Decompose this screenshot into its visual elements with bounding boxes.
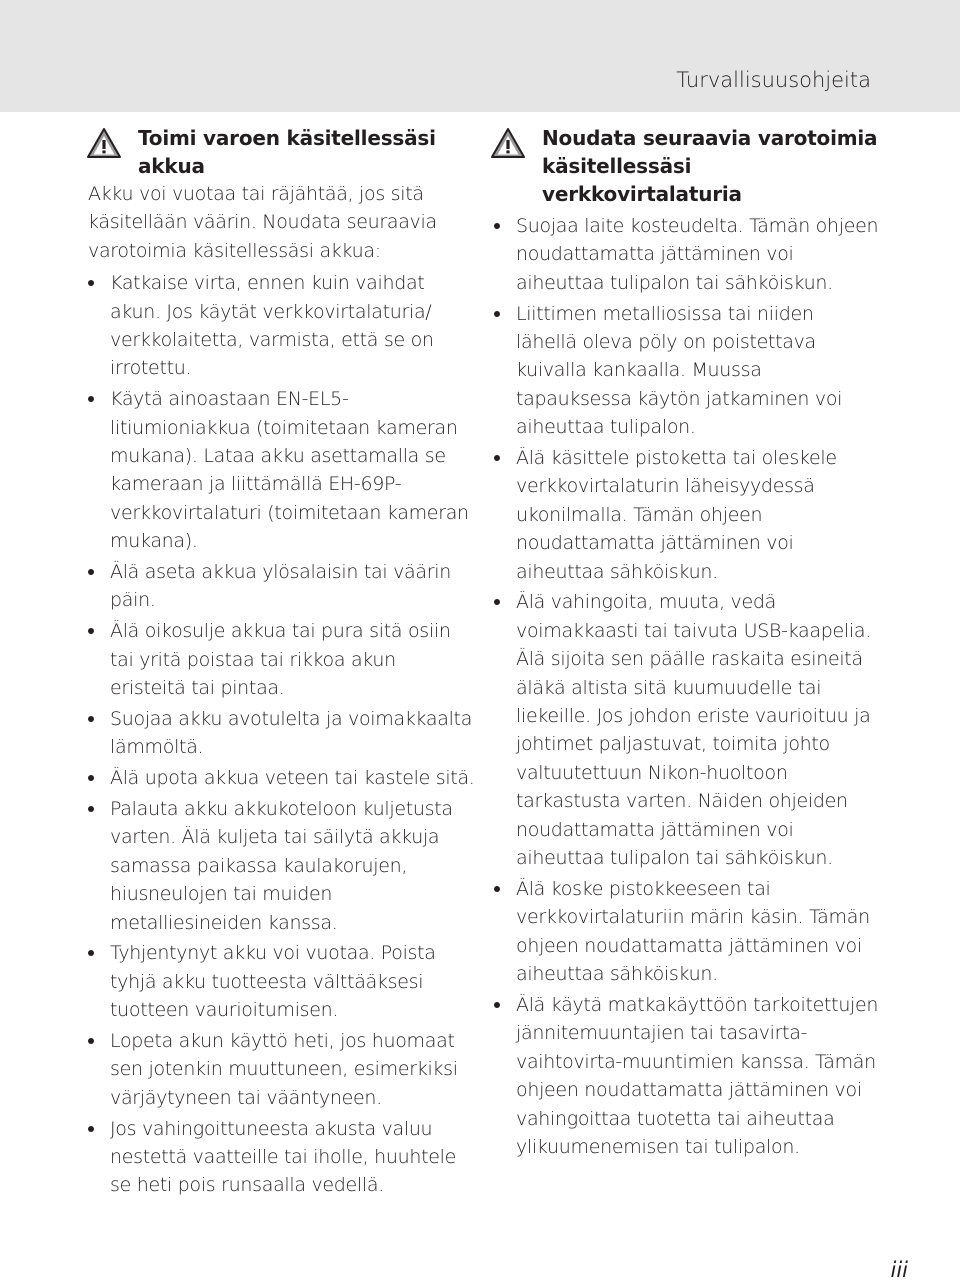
list-item xyxy=(86,558,476,615)
list-item xyxy=(490,212,880,297)
list-item-text: Älä käsittele pistoketta tai oleskele verkkovirtalaturin läheisyydessä ukonilmalla. Tämän ohjeen noudattamatta jättäminen voi aiheuttaa sähköiskun. xyxy=(516,447,837,583)
bullet-icon xyxy=(88,280,94,286)
list-item-text: Katkaise virta, ennen kuin vaihdat akun. Jos käytät verkkovirtalaturia/ verkkolaitetta, varmista, että se on irrotettu. xyxy=(110,272,434,380)
bullet-icon xyxy=(494,223,500,229)
bullet-icon xyxy=(88,806,94,812)
bullet-icon xyxy=(88,569,94,575)
list-item-text: Älä upota akkua veteen tai kastele sitä. xyxy=(110,767,475,790)
list-item xyxy=(86,939,476,1024)
bullet-icon xyxy=(88,716,94,722)
list-item-text: Älä oikosulje akkua tai pura sitä osiin tai yritä poistaa tai rikkoa akun eristeitä tai pintaa. xyxy=(110,620,451,700)
left-heading-text: Toimi varoen käsitellessäsi akkua xyxy=(138,126,436,178)
left-column xyxy=(86,124,476,1202)
list-item xyxy=(86,617,476,702)
list-item-text: Lopeta akun käyttö heti, jos huomaat sen jotenkin muuttuneen, esimerkiksi värjäytyneen tai vääntyneen. xyxy=(110,1029,458,1109)
list-item-text: Käytä ainoastaan EN-EL5-litiumioniakkua (toimitetaan kameran mukana). Lataa akku asettamalla se kameraan ja liittämällä EH-69P-verkkovirtalaturi (toimitetaan kameran mukana). xyxy=(110,388,469,553)
list-item xyxy=(490,588,880,872)
list-item xyxy=(490,875,880,989)
list-item-text: Älä koske pistokkeeseen tai verkkovirtalaturiin märin käsin. Tämän ohjeen noudattamatta jättäminen voi aiheuttaa sähköiskun. xyxy=(516,877,870,986)
list-item xyxy=(86,1115,476,1200)
list-item-text: Jos vahingoittuneesta akusta valuu nestettä vaatteille tai iholle, huuhtele se heti pois runsaalla vedellä. xyxy=(110,1117,456,1197)
list-item-text: Tyhjentynyt akku voi vuotaa. Poista tyhjä akku tuotteesta välttääksesi tuotteen vaurioitumisen. xyxy=(110,942,436,1022)
bullet-icon xyxy=(494,1002,500,1008)
right-list xyxy=(490,212,880,1161)
bullet-icon xyxy=(88,628,94,634)
list-item-text: Älä vahingoita, muuta, vedä voimakkaasti tai taivuta USB-kaapelia. Älä sijoita sen päälle raskaita esineitä äläkä altista sitä kuumuudelle tai liekeille. Jos johdon eriste vaurioituu ja johtimet paljastuvat, toimita johto valtuutettuun Nikon-huoltoon tarkastusta varten. Näiden ohjeiden noudattamatta jättäminen voi aiheuttaa tulipalon tai sähköiskun. xyxy=(516,591,871,870)
bullet-icon xyxy=(494,886,500,892)
list-item xyxy=(86,705,476,762)
list-item xyxy=(86,1027,476,1112)
left-list xyxy=(86,269,476,1200)
header-band xyxy=(0,0,960,112)
list-item xyxy=(490,300,880,442)
list-item xyxy=(86,269,476,383)
bullet-icon xyxy=(88,950,94,956)
right-column xyxy=(490,124,880,1164)
page-number: iii xyxy=(890,1258,908,1282)
list-item-text: Älä käytä matkakäyttöön tarkoitettujen jännitemuuntajien tai tasavirta-vaihtovirta-muuntimien kanssa. Tämän ohjeen noudattamatta jättäminen voi vahingoittaa tuotetta tai aiheuttaa ylikuumenemisen tai tulipalon. xyxy=(516,993,879,1158)
bullet-icon xyxy=(88,1126,94,1132)
right-heading xyxy=(490,124,880,208)
bullet-icon xyxy=(494,455,500,461)
list-item-text: Suojaa laite kosteudelta. Tämän ohjeen noudattamatta jättäminen voi aiheuttaa tulipalon tai sähköiskun. xyxy=(516,215,879,294)
bullet-icon xyxy=(88,775,94,781)
left-intro: Akku voi vuotaa tai räjähtää, jos sitä käsitellään väärin. Noudata seuraavia varotoimia käsitellessäsi akkua: xyxy=(88,183,437,262)
list-item xyxy=(490,444,880,586)
list-item-text: Älä aseta akkua ylösalaisin tai väärin päin. xyxy=(110,561,451,612)
right-heading-text: Noudata seuraavia varotoimia käsitellessäsi verkkovirtalaturia xyxy=(542,126,878,206)
warning-triangle-icon xyxy=(86,127,122,159)
list-item xyxy=(86,764,476,792)
bullet-icon xyxy=(88,396,94,402)
bullet-icon xyxy=(494,599,500,605)
list-item xyxy=(86,795,476,937)
bullet-icon xyxy=(494,311,500,317)
bullet-icon xyxy=(88,1038,94,1044)
list-item xyxy=(490,991,880,1161)
list-item-text: Palauta akku akkukoteloon kuljetusta varten. Älä kuljeta tai säilytä akkuja samassa paikassa kaulakorujen, hiusneulojen tai muiden metalliesineiden kanssa. xyxy=(110,797,453,934)
list-item-text: Liittimen metalliosissa tai niiden lähellä oleva pöly on poistettava kuivalla kankaalla. Muussa tapauksessa käytön jatkaminen voi aiheuttaa tulipalon. xyxy=(516,302,843,439)
list-item-text: Suojaa akku avotulelta ja voimakkaalta lämmöltä. xyxy=(110,707,473,759)
list-item xyxy=(86,385,476,555)
warning-triangle-icon xyxy=(490,127,526,159)
left-heading xyxy=(86,124,476,180)
page-header-title: Turvallisuusohjeita xyxy=(676,68,871,92)
